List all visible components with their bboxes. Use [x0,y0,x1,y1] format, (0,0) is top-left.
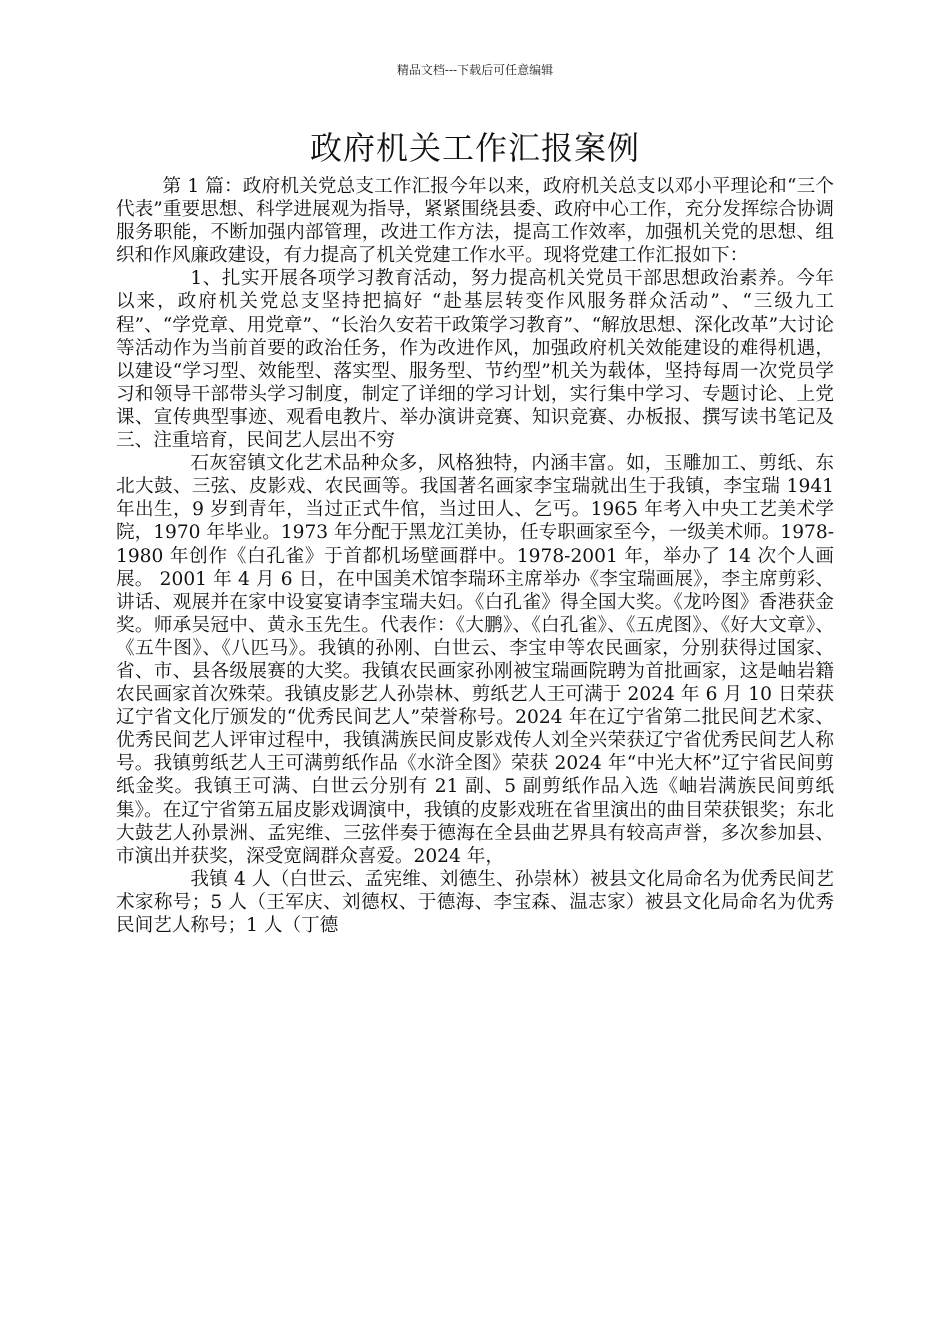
document-title: 政府机关工作汇报案例 [309,129,640,167]
paragraph-honors: 我镇 4 人（白世云、孟宪维、刘德生、孙崇林）被县文化局命名为优秀民间艺术家称号；5 人（王军庆、刘德权、于德海、李宝森、温志家）被县文化局命名为优秀民间艺人称号；1 人（丁德 [116,868,834,936]
page-header-note: 精品文档---下载后可任意编辑 [396,63,554,77]
paragraph-study-activities: 1、扎实开展各项学习教育活动，努力提高机关党员干部思想政治素养。今年以来，政府机关党总支坚持把搞好 “赴基层转变作风服务群众活动”、“三级九工程”、“学党章、用党章”、“长治久安若干政策学习教育”、“解放思想、深化改革”大讨论等活动作为当前首要的政治任务，作为改进作风，加强政府机关效能建设的难得机遇，以建设“学习型、效能型、落实型、服务型、节约型”机关为载体，坚持每周一次党员学习和领导干部带头学习制度，制定了详细的学习计划，实行集中学习、专题讨论、上党课、宣传典型事迹、观看电教片、举办演讲竞赛、知识竞赛、办板报、撰写读书笔记及三、注重培育，民间艺人层出不穷 [116,268,834,452]
paragraph-intro: 第 1 篇：政府机关党总支工作汇报今年以来，政府机关总支以邓小平理论和“三个代表”重要思想、科学进展观为指导，紧紧围绕县委、政府中心工作，充分发挥综合协调服务职能，不断加强内部管理，改进工作方法，提高工作效率，加强机关党的思想、组织和作风廉政建设，有力提高了机关党建工作水平。现将党建工作汇报如下： [116,176,834,267]
document-body [116,175,834,937]
paragraph-folk-artists: 石灰窑镇文化艺术品种众多，风格独特，内涵丰富。如，玉雕加工、剪纸、东北大鼓、三弦、皮影戏、农民画等。我国著名画家李宝瑞就出生于我镇，李宝瑞 1941 年出生，9 岁到青年，当过正式牛倌，当过田人、乞丐。1965 年考入中央工艺美术学院，1970 年毕业。1973 年分配于黑龙江美协，任专职画家至今，一级美术师。1978-1980 年创作《白孔雀》于首都机场壁画群中。1978-2001 年，举办了 14 次个人画展。 2001 年 4 月 6 日，在中国美术馆李瑞环主席举办《李宝瑞画展》，李主席剪彩、讲话、观展并在家中设宴宴请李宝瑞夫妇。《白孔雀》得全国大奖。《龙吟图》香港获金奖。师承吴冠中、黄永玉先生。代表作：《大鹏》、《白孔雀》、《五虎图》、《好大文章》、《五牛图》、《八匹马》。我镇的孙刚、白世云、李宝申等农民画家，分别获得过国家、省、市、县各级展赛的大奖。我镇农民画家孙刚被宝瑞画院聘为首批画家，这是岫岩籍农民画家首次殊荣。我镇皮影艺人孙崇林、剪纸艺人王可满于 2024 年 6 月 10 日荣获辽宁省文化厅颁发的“优秀民间艺人”荣誉称号。2024 年在辽宁省第二批民间艺术家、优秀民间艺人评审过程中，我镇满族民间皮影戏传人刘全兴荣获辽宁省优秀民间艺人称号。我镇剪纸艺人王可满剪纸作品《水浒全图》荣获 2024 年“中光大杯”辽宁省民间剪纸金奖。我镇王可满、白世云分别有 21 副、5 副剪纸作品入选《岫岩满族民间剪纸集》。在辽宁省第五届皮影戏调演中，我镇的皮影戏班在省里演出的曲目荣获银奖；东北大鼓艺人孙景洲、孟宪维、三弦伴奏于德海在全县曲艺界具有较高声誉，多次参加县、市演出并获奖，深受宽阔群众喜爱。2024 年， [116,453,834,867]
